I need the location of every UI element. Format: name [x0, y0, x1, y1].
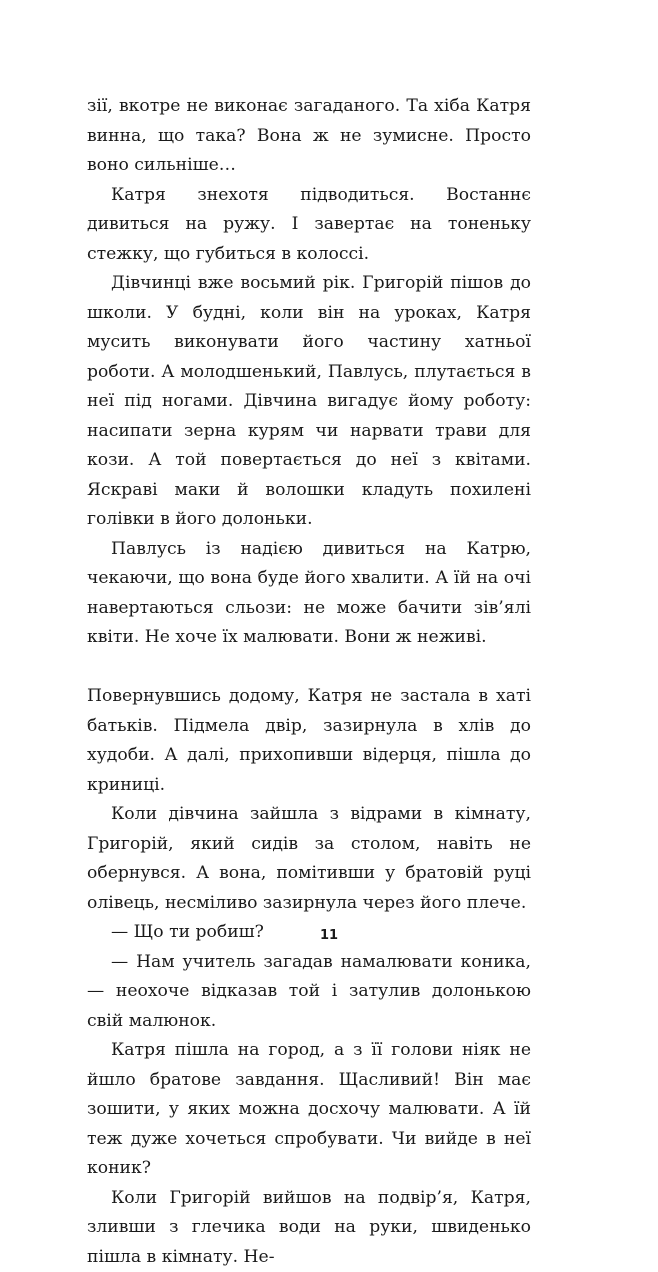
- text-body: [87, 92, 531, 1272]
- paragraph-9: Катря пішла на город, а з її голови ніяк не йшло братове завдання. Щасливий! Він має зошити, у яких можна досхочу малювати. А їй теж дуже хочеться спробувати. Чи вийде в неї коник?: [87, 1036, 531, 1184]
- paragraph-1: зії, вкотре не виконає загаданого. Та хіба Катря винна, що така? Вона ж не зумисне. Просто воно сильніше…: [87, 92, 531, 181]
- paragraph-10: Коли Григорій вийшов на подвір’я, Катря, зливши з глечика води на руки, швиденько пішла в кімнату. Не-: [87, 1184, 531, 1272]
- paragraph-6: Коли дівчина зайшла з відрами в кімнату, Григорій, який сидів за столом, навіть не обернувся. А вона, помітивши у братовій руці олівець, несміливо зазирнула через його плече.: [87, 800, 531, 918]
- paragraph-2: Катря знехотя підводиться. Востаннє дивиться на ружу. І завертає на тоненьку стежку, що губиться в колоссі.: [87, 181, 531, 270]
- paragraph-8: — Нам учитель загадав намалювати коника, — неохоче відказав той і затулив долонькою свій малюнок.: [87, 948, 531, 1037]
- section-break: [87, 653, 531, 683]
- paragraph-4: Павлусь із надією дивиться на Катрю, чекаючи, що вона буде його хвалити. А їй на очі навертаються сльози: не може бачити зів’ялі квіти. Не хоче їх малювати. Вони ж неживі.: [87, 535, 531, 653]
- page-number: 11: [0, 928, 658, 943]
- paragraph-3: Дівчинці вже восьмий рік. Григорій пішов до школи. У будні, коли він на уроках, Катря мусить виконувати його частину хатньої роботи. А молодшенький, Павлусь, плутається в неї під ногами. Дівчина вигадує йому роботу: насипати зерна курям чи нарвати трави для кози. А той повертається до неї з квітами. Яскраві маки й волошки кладуть похилені голівки в його долоньки.: [87, 269, 531, 535]
- paragraph-7: — Що ти робиш?: [87, 918, 531, 948]
- paragraph-5: Повернувшись додому, Катря не застала в хаті батьків. Підмела двір, зазирнула в хлів до худоби. А далі, прихопивши відерця, пішла до криниці.: [87, 682, 531, 800]
